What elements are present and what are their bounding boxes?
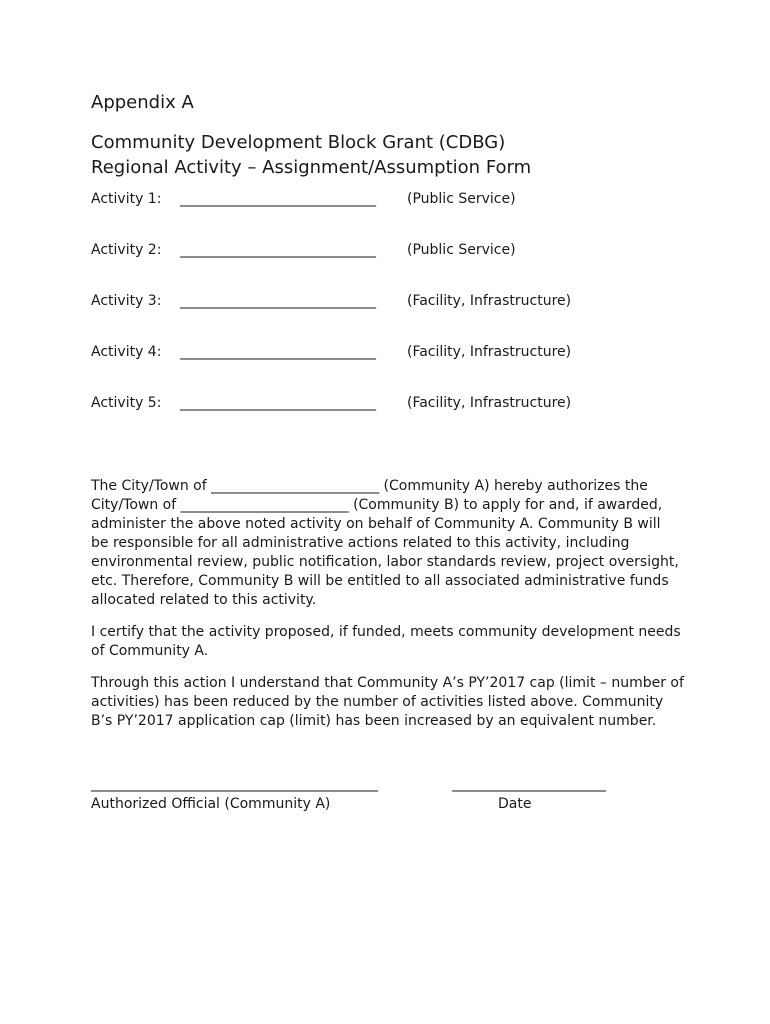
activity-row-4 [91, 344, 691, 364]
activity-row-5 [91, 395, 691, 415]
paragraph-line: City/Town of ________________________ (Community B) to apply for and, if awarded, [91, 497, 663, 513]
activity-label: Activity 2: [91, 242, 162, 258]
form-title [91, 130, 531, 180]
activity-row-2 [91, 242, 691, 262]
form-title-line-2: Regional Activity – Assignment/Assumption Form [91, 157, 532, 178]
activity-label: Activity 3: [91, 293, 162, 309]
activity-blank-field[interactable]: ____________________________ [180, 242, 376, 258]
activity-label: Activity 4: [91, 344, 162, 360]
activity-type: (Facility, Infrastructure) [407, 344, 572, 360]
cap-paragraph [91, 674, 691, 731]
paragraph-line: be responsible for all administrative actions related to this activity, including [91, 535, 630, 551]
activity-blank-field[interactable]: ____________________________ [180, 191, 376, 207]
activity-blank-field[interactable]: ____________________________ [180, 344, 376, 360]
activity-label: Activity 1: [91, 191, 162, 207]
paragraph-line: administer the above noted activity on behalf of Community A. Community B will [91, 516, 661, 532]
activity-blank-field[interactable]: ____________________________ [180, 395, 376, 411]
paragraph-line: activities) has been reduced by the number of activities listed above. Community [91, 694, 664, 710]
activity-type: (Facility, Infrastructure) [407, 395, 572, 411]
paragraph-line: etc. Therefore, Community B will be entitled to all associated administrative funds [91, 573, 669, 589]
activity-type: (Public Service) [407, 191, 516, 207]
paragraph-line: B’s PY’2017 application cap (limit) has been increased by an equivalent number. [91, 713, 657, 729]
authorization-paragraph [91, 477, 691, 610]
date-label: Date [498, 796, 532, 812]
paragraph-line: Through this action I understand that Community A’s PY’2017 cap (limit – number of [91, 675, 684, 691]
activity-type: (Facility, Infrastructure) [407, 293, 572, 309]
certify-paragraph [91, 623, 691, 661]
appendix-heading: Appendix A [91, 92, 194, 113]
activity-row-1 [91, 191, 691, 211]
activity-row-3 [91, 293, 691, 313]
paragraph-line: I certify that the activity proposed, if funded, meets community development needs [91, 624, 681, 640]
paragraph-line: allocated related to this activity. [91, 592, 317, 608]
date-signature-line[interactable]: ______________________ [452, 776, 606, 792]
activity-label: Activity 5: [91, 395, 162, 411]
form-title-line-1: Community Development Block Grant (CDBG) [91, 132, 506, 153]
official-signature-label: Authorized Official (Community A) [91, 796, 331, 812]
activity-type: (Public Service) [407, 242, 516, 258]
paragraph-line: The City/Town of ________________________ (Community A) hereby authorizes the [91, 478, 648, 494]
official-signature-line[interactable]: _________________________________________ [91, 776, 378, 792]
activity-blank-field[interactable]: ____________________________ [180, 293, 376, 309]
paragraph-line: environmental review, public notification, labor standards review, project oversight, [91, 554, 679, 570]
paragraph-line: of Community A. [91, 643, 209, 659]
